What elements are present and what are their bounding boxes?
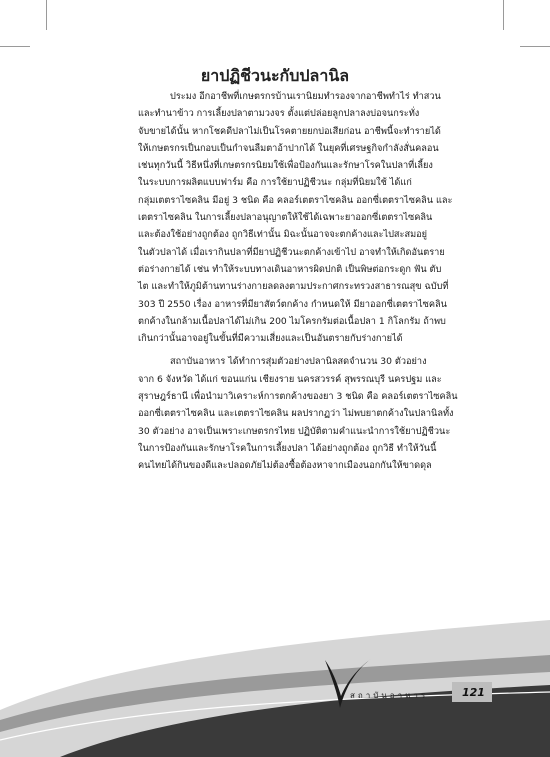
text-line: ออกซี่เตตราไซคลิน และเตตราไซคลิน ผลปรากฏว่า ไม่พบยาตกค้างในปลานิลทั้ง — [138, 408, 454, 420]
text-line: จับขายได้นั้น หากโชคดีปลาไม่เป็นโรคตายยกบ่อเสียก่อน อาชีพนี้จะทำรายได้ — [138, 125, 441, 137]
footer-band — [0, 600, 550, 757]
crop-mark — [46, 0, 47, 30]
text-line: และทำนาข้าว การเลี้ยงปลาตามวงจร ตั้งแต่ปล่อยลูกปลาลงบ่อจนกระทั่ง — [138, 108, 420, 120]
text-line: ตกค้างในกล้ามเนื้อปลาได้ไม่เกิน 200 ไมโครกรัมต่อเนื้อปลา 1 กิโลกรัม ถ้าพบ — [138, 315, 446, 327]
text-line: สุราษฎร์ธานี เพื่อนำมาวิเคราะห์การตกค้างของยา 3 ชนิด คือ คลอร์เตตราไซคลิน — [138, 391, 458, 403]
text-line: สถาบันอาหาร ได้ทำการสุ่มตัวอย่างปลานิลสดจำนวน 30 ตัวอย่าง — [170, 356, 427, 368]
paragraph — [138, 353, 458, 474]
crop-mark — [520, 46, 550, 47]
text-line: กลุ่มเตตราไซคลิน มีอยู่ 3 ชนิด คือ คลอร์เตตราไซคลิน ออกซี่เตตราไซคลิน และ — [138, 194, 453, 206]
text-line: และต้องใช้อย่างถูกต้อง ถูกวิธีเท่านั้น มิฉะนั้นอาจจะตกค้างและไปสะสมอยู่ — [138, 229, 428, 241]
text-line: ในการป้องกันและรักษาโรคในการเลี้ยงปลา ได้อย่างถูกต้อง ถูกวิธี ทำให้วันนี้ — [138, 442, 437, 454]
text-line: ในระบบการผลิตแบบฟาร์ม คือ การใช้ยาปฏิชีวนะ กลุ่มที่นิยมใช้ ได้แก่ — [138, 177, 412, 189]
text-line: ต่อร่างกายได้ เช่น ทำให้ระบบทางเดินอาหารผิดปกติ เป็นพิษต่อกระดูก ฟัน ตับ — [138, 263, 442, 275]
article-title: ยาปฏิชีวนะกับปลานิล — [200, 66, 350, 85]
text-line: ในตัวปลาได้ เมื่อเรากินปลาที่มียาปฏิชีวนะตกค้างเข้าไป อาจทำให้เกิดอันตราย — [138, 246, 445, 258]
text-line: เกินกว่านั้นอาจอยู่ในขั้นที่มีความเสี่ยงและเป็นอันตรายกับร่างกายได้ — [138, 333, 403, 345]
text-line: คนไทยได้กินของดีและปลอดภัยไม่ต้องซื้อต้องหาจากเมืองนอกกันให้ขาดดุล — [138, 460, 432, 472]
text-line: ประมง อีกอาชีพที่เกษตรกรบ้านเรานิยมทำรองจากอาชีพทำไร่ ทำสวน — [170, 91, 441, 102]
crop-mark — [0, 46, 30, 47]
text-line: เตตราไซคลิน ในการเลี้ยงปลาอนุญาตให้ใช้ได้เฉพาะยาออกซี่เตตราไซคลิน — [138, 212, 433, 224]
text-line: ไต และทำให้ภูมิต้านทานร่างกายลดลงตามประกาศกระทรวงสาธารณสุข ฉบับที่ — [138, 281, 449, 293]
paragraph — [138, 88, 453, 347]
text-line: 303 ปี 2550 เรื่อง อาหารที่มียาสัตว์ตกค้าง กำหนดให้ มียาออกซี่เตตราไซคลิน — [138, 298, 447, 310]
article-body — [138, 88, 458, 475]
publisher-label: สถาบันอาหาร — [350, 691, 429, 700]
text-line: 30 ตัวอย่าง อาจเป็นเพราะเกษตรกรไทย ปฏิบัติตามคำแนะนำการใช้ยาปฏิชีวนะ — [138, 425, 451, 437]
text-line: จาก 6 จังหวัด ได้แก่ ขอนแก่น เชียงราย นครสวรรค์ สุพรรณบุรี นครปฐม และ — [138, 373, 442, 385]
page-number: 121 — [462, 686, 485, 699]
text-line: ให้เกษตรกรเป็นกอบเป็นกำจนลืมตาอ้าปากได้ ในยุคที่เศรษฐกิจกำลังสั่นคลอน — [138, 142, 439, 154]
crop-mark — [503, 0, 504, 30]
text-line: เช่นทุกวันนี้ วิธีหนึ่งที่เกษตรกรนิยมใช้เพื่อป้องกันและรักษาโรคในปลาที่เลี้ยง — [138, 160, 433, 172]
